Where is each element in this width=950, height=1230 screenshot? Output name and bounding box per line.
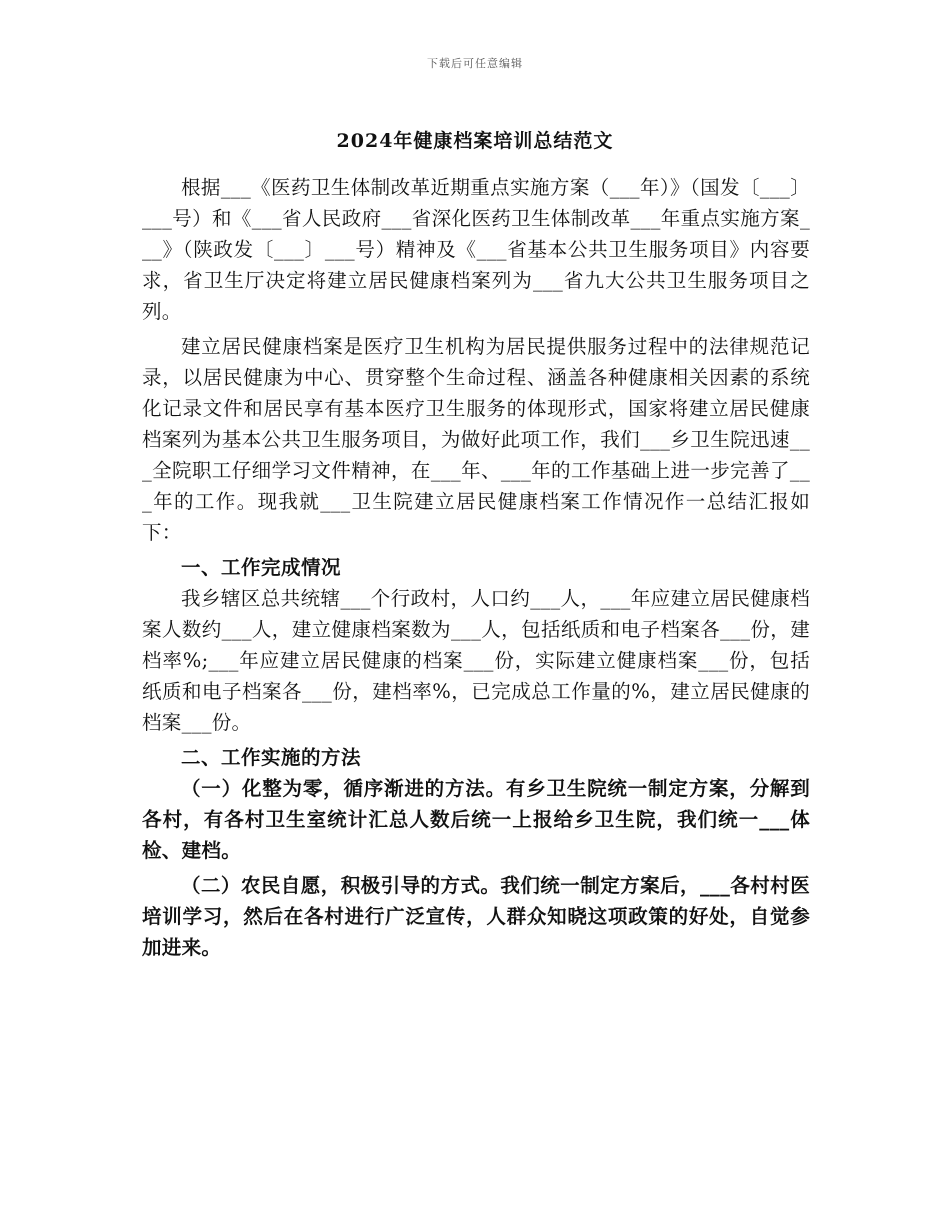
section-1-paragraph: 我乡辖区总共统辖___个行政村，人口约___人，___年应建立居民健康档案人数约___人，建立健康档案数为___人，包括纸质和电子档案各___份，建档率%;___年应建立居民健康的档案___份，实际建立健康档案___份，包括纸质和电子档案各___份，建档率%，已完成总工作量的%，建立居民健康的档案___份。	[142, 587, 810, 734]
section-2-item-2: （二）农民自愿，积极引导的方式。我们统一制定方案后，___各村村医培训学习，然后在各村进行广泛宣传，人群众知晓这项政策的好处，自觉参加进来。	[142, 874, 810, 959]
document-body	[142, 172, 810, 963]
section-1-heading: 一、工作完成情况	[181, 556, 342, 579]
document-title: 2024年健康档案培训总结范文	[336, 130, 614, 152]
paragraph-2: 建立居民健康档案是医疗卫生机构为居民提供服务过程中的法律规范记录，以居民健康为中心、贯穿整个生命过程、涵盖各种健康相关因素的系统化记录文件和居民享有基本医疗卫生服务的体现形式，国家将建立居民健康档案列为基本公共卫生服务项目，为做好此项工作，我们___乡卫生院迅速___全院职工仔细学习文件精神，在___年、___年的工作基础上进一步完善了___年的工作。现我就___卫生院建立居民健康档案工作情况作一总结汇报如下：	[142, 335, 810, 544]
section-2-item-1: （一）化整为零，循序渐进的方法。有乡卫生院统一制定方案，分解到各村，有各村卫生室统计汇总人数后统一上报给乡卫生院，我们统一___体检、建档。	[142, 777, 810, 862]
section-2-heading: 二、工作实施的方法	[181, 746, 362, 769]
header-note: 下载后可任意编辑	[427, 57, 523, 70]
paragraph-1: 根据___《医药卫生体制改革近期重点实施方案（___年）》（国发〔___〕___号）和《___省人民政府___省深化医药卫生体制改革___年重点实施方案___》（陕政发〔___〕___号）精神及《___省基本公共卫生服务项目》内容要求，省卫生厅决定将建立居民健康档案列为___省九大公共卫生服务项目之列。	[142, 176, 810, 323]
